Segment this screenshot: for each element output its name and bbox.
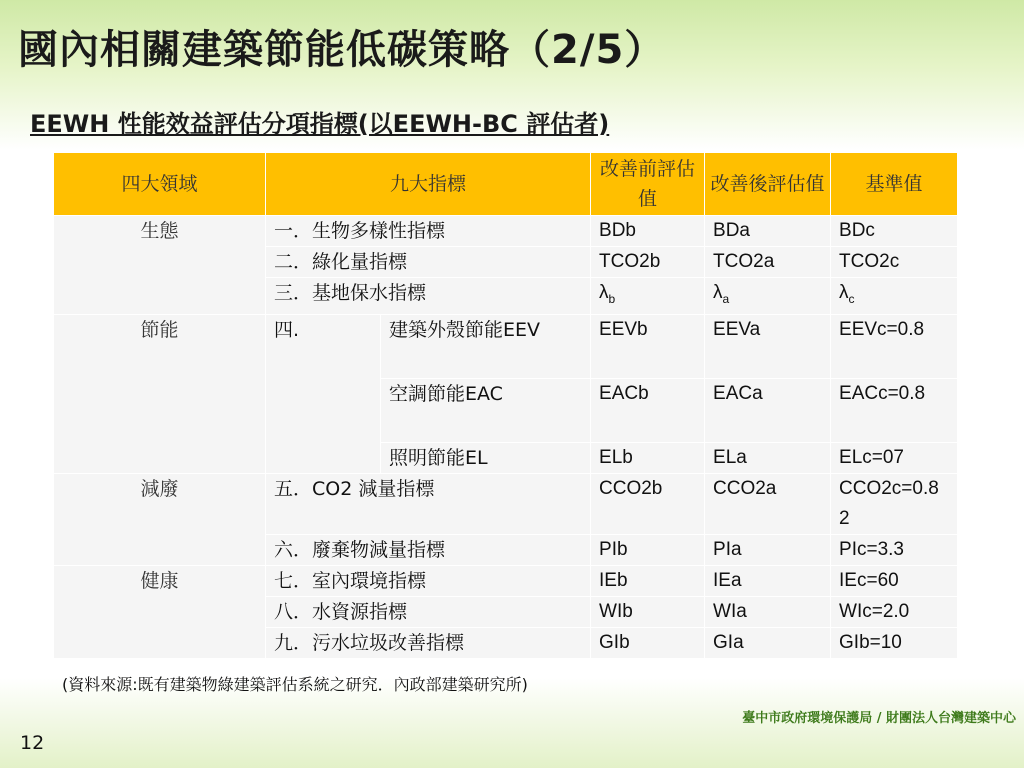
table-row — [54, 565, 958, 596]
table-row — [54, 473, 958, 534]
domain-waste: 減廢 — [54, 473, 266, 565]
indicator-cell: 九．污水垃圾改善指標 — [266, 627, 591, 658]
indicator-group-label: 四. — [266, 314, 381, 473]
before-cell — [591, 278, 705, 315]
after-cell: EACa — [705, 378, 831, 442]
indicator-cell: 五．CO2 減量指標 — [266, 473, 591, 534]
before-cell: WIb — [591, 596, 705, 627]
lambda-subscript: b — [608, 291, 616, 306]
after-cell: BDa — [705, 216, 831, 247]
header-after: 改善後評估值 — [705, 153, 831, 216]
baseline-cell: TCO2c — [831, 247, 958, 278]
before-cell: CCO2b — [591, 473, 705, 534]
baseline-cell: GIb=10 — [831, 627, 958, 658]
after-cell — [705, 278, 831, 315]
baseline-cell: EEVc=0.8 — [831, 314, 958, 378]
indicator-cell: 空調節能EAC — [381, 378, 591, 442]
table-row — [54, 314, 958, 378]
before-cell: ELb — [591, 442, 705, 473]
after-cell: GIa — [705, 627, 831, 658]
baseline-cell: ELc=07 — [831, 442, 958, 473]
lambda-symbol: λ — [713, 282, 723, 303]
after-cell: PIa — [705, 534, 831, 565]
after-cell: IEa — [705, 565, 831, 596]
before-cell: TCO2b — [591, 247, 705, 278]
indicator-cell: 六．廢棄物減量指標 — [266, 534, 591, 565]
indicator-table — [53, 152, 958, 659]
baseline-cell: EACc=0.8 — [831, 378, 958, 442]
before-cell: EACb — [591, 378, 705, 442]
page-number: 12 — [20, 732, 45, 754]
header-indicator: 九大指標 — [266, 153, 591, 216]
indicator-cell: 二．綠化量指標 — [266, 247, 591, 278]
baseline-cell: CCO2c=0.82 — [831, 473, 958, 534]
lambda-subscript: c — [848, 291, 855, 306]
baseline-cell: BDc — [831, 216, 958, 247]
domain-energy: 節能 — [54, 314, 266, 473]
slide-subtitle: EEWH 性能效益評估分項指標(以EEWH-BC 評估者) — [30, 110, 610, 138]
header-domain: 四大領域 — [54, 153, 266, 216]
baseline-cell: IEc=60 — [831, 565, 958, 596]
indicator-cell: 建築外殼節能EEV — [381, 314, 591, 378]
before-cell: EEVb — [591, 314, 705, 378]
indicator-cell: 七．室內環境指標 — [266, 565, 591, 596]
indicator-cell: 八．水資源指標 — [266, 596, 591, 627]
after-cell: CCO2a — [705, 473, 831, 534]
before-cell: BDb — [591, 216, 705, 247]
after-cell: ELa — [705, 442, 831, 473]
footer-organization: 臺中市政府環境保護局 / 財團法人台灣建築中心 — [742, 711, 1016, 726]
baseline-cell: PIc=3.3 — [831, 534, 958, 565]
lambda-symbol: λ — [599, 282, 609, 303]
indicator-cell: 三．基地保水指標 — [266, 278, 591, 315]
after-cell: WIa — [705, 596, 831, 627]
after-cell: TCO2a — [705, 247, 831, 278]
indicator-cell: 一．生物多樣性指標 — [266, 216, 591, 247]
slide-title: 國內相關建築節能低碳策略（2/5） — [18, 27, 666, 73]
table-header-row — [54, 153, 958, 216]
header-baseline: 基準值 — [831, 153, 958, 216]
baseline-cell — [831, 278, 958, 315]
baseline-cell: WIc=2.0 — [831, 596, 958, 627]
after-cell: EEVa — [705, 314, 831, 378]
domain-ecology: 生態 — [54, 216, 266, 315]
header-before: 改善前評估值 — [591, 153, 705, 216]
indicator-cell: 照明節能EL — [381, 442, 591, 473]
before-cell: GIb — [591, 627, 705, 658]
source-note: (資料來源:既有建築物綠建築評估系統之研究．內政部建築研究所) — [62, 675, 528, 694]
lambda-symbol: λ — [839, 282, 849, 303]
before-cell: IEb — [591, 565, 705, 596]
before-cell: PIb — [591, 534, 705, 565]
table-row — [54, 216, 958, 247]
lambda-subscript: a — [722, 291, 730, 306]
domain-health: 健康 — [54, 565, 266, 658]
